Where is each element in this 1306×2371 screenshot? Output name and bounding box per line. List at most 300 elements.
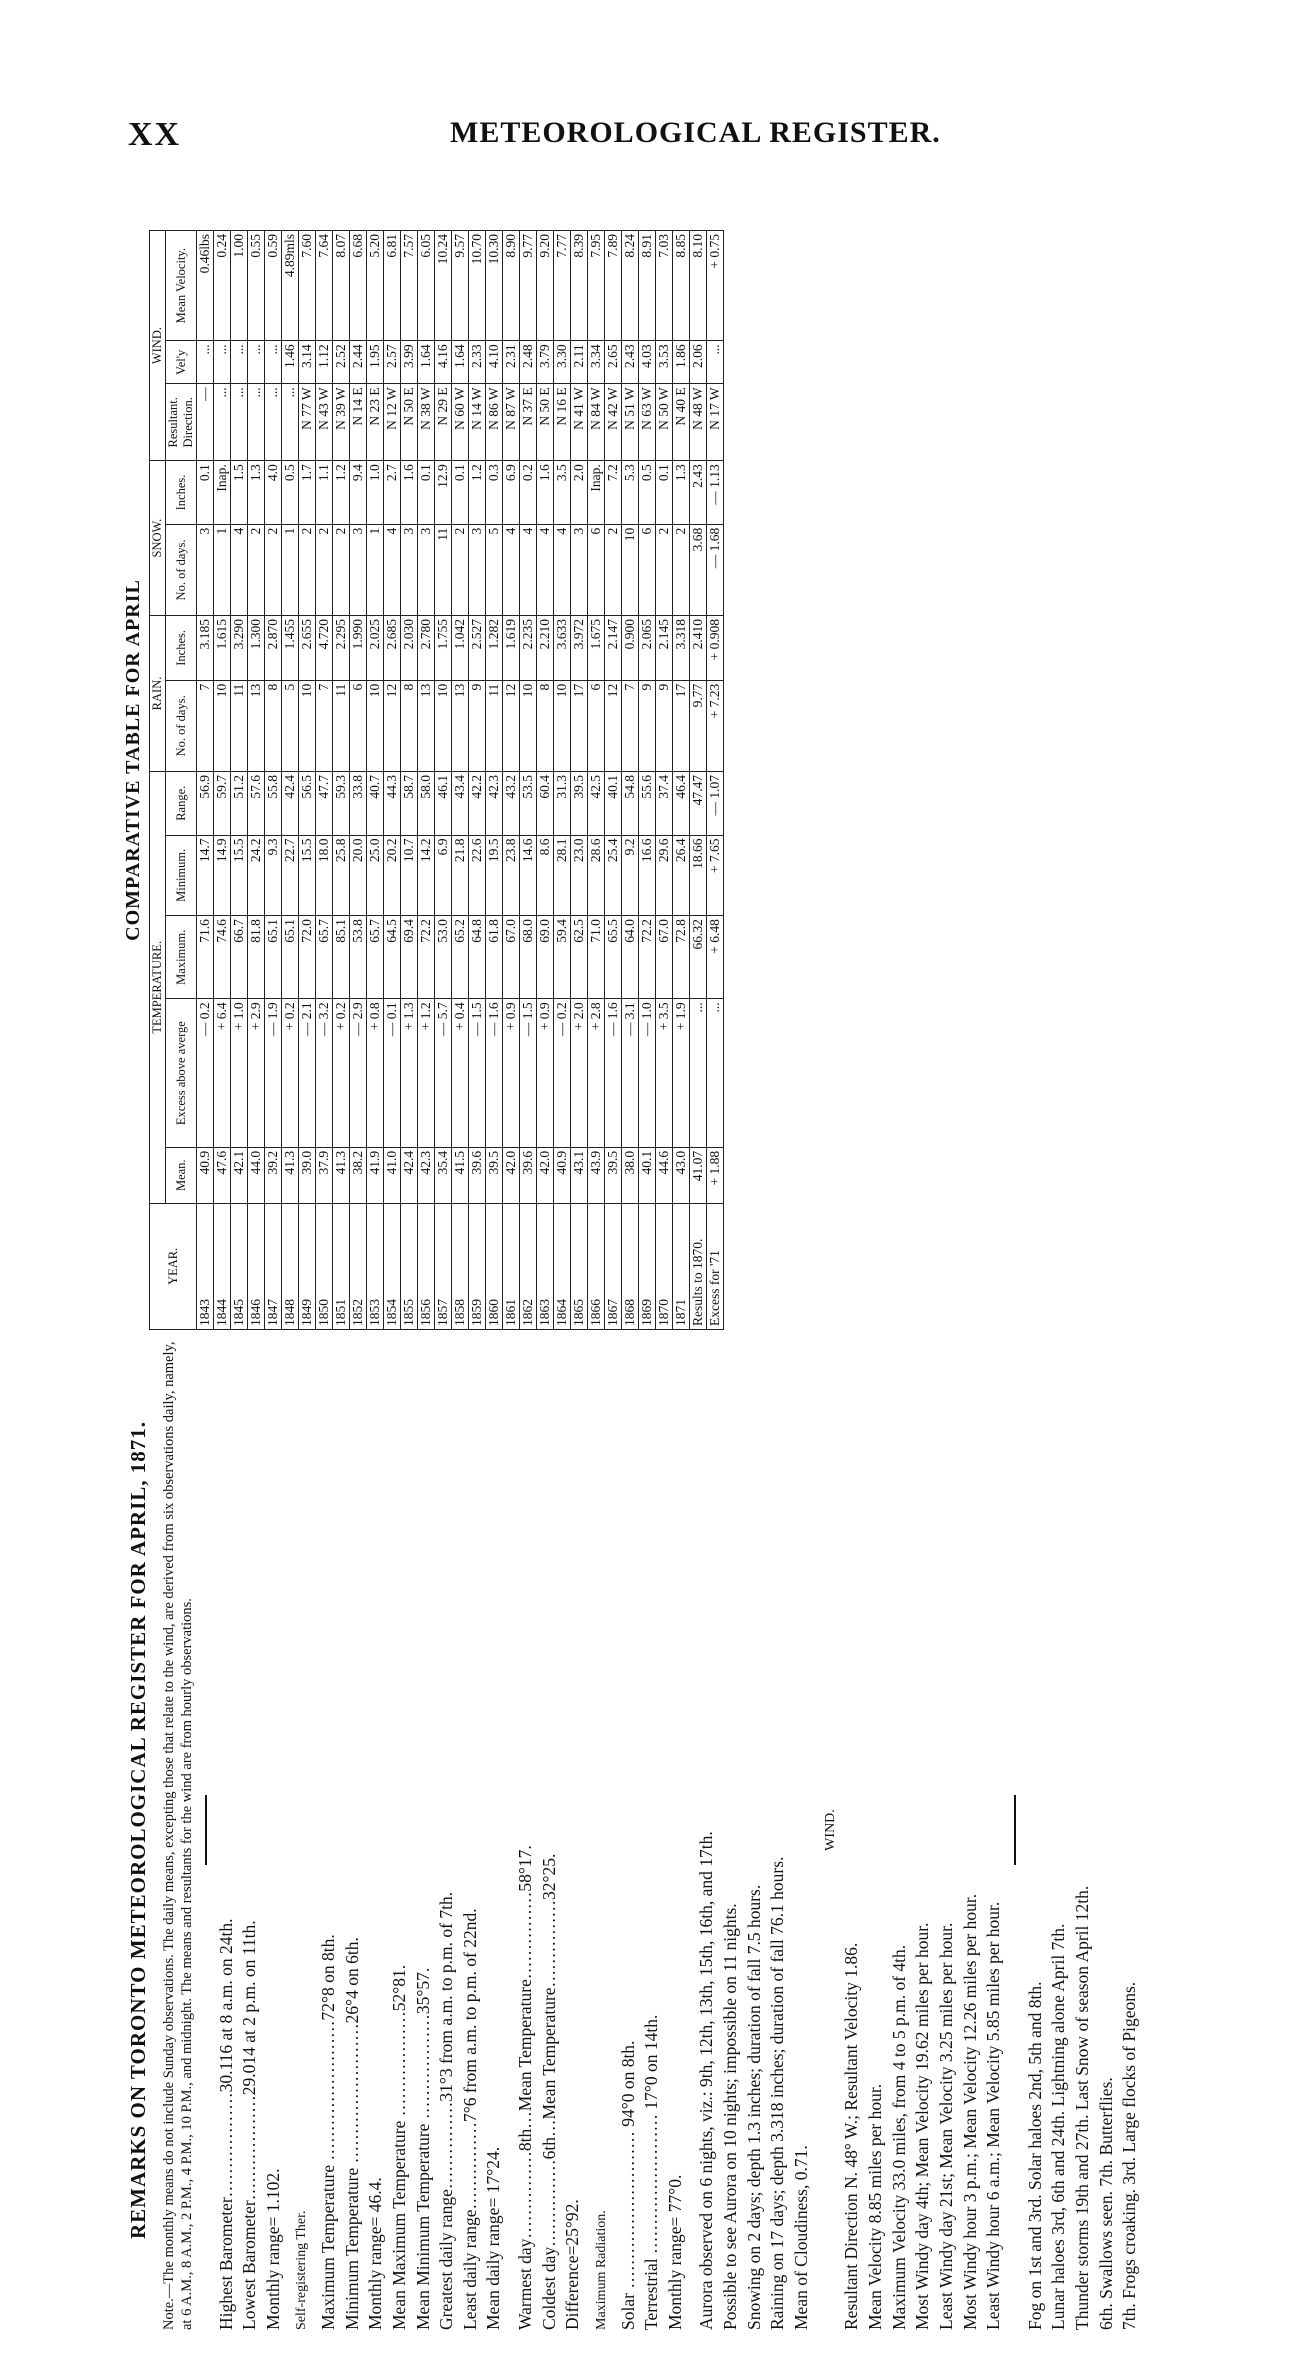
table-cell: 1.455 [282,615,299,680]
table-cell: N 77 W [299,384,316,461]
observations [695,1330,813,2330]
table-cell: 2.44 [350,341,367,384]
table-cell: 62.5 [571,916,588,999]
warm-cold-lines [514,1330,561,2330]
table-cell: 40.7 [367,771,384,835]
excess-cell: + 0.75 [707,231,724,341]
table-cell: 0.3 [486,461,503,525]
table-cell: + 2.9 [248,999,265,1147]
warm-cold-difference: Difference=25°92. [562,2199,583,2330]
table-cell: 0.1 [418,461,435,525]
table-footer [690,231,724,1330]
table-cell: 1.3 [673,461,690,525]
comparative-table [149,230,724,1330]
table-cell: N 38 W [418,384,435,461]
table-cell: 4.10 [486,341,503,384]
table-cell: 2.295 [333,615,350,680]
table-cell: 1859 [469,1203,486,1329]
table-cell: 8.91 [639,231,656,341]
table-cell: 1.46 [282,341,299,384]
table-cell: 7.89 [605,231,622,341]
table-cell: 2.7 [384,461,401,525]
radiation-lines [617,1330,664,2330]
table-cell: Inap. [588,461,605,525]
table-cell: 1849 [299,1203,316,1329]
table-cell: 0.5 [639,461,656,525]
table-cell: 10.30 [486,231,503,341]
misc-line: 7th. Frogs croaking. 3rd. Large flocks of Pigeons. [1119,1981,1140,2330]
results-row [690,231,707,1330]
table-cell: 65.5 [605,916,622,999]
table-cell: 3.633 [554,615,571,680]
table-cell: 12 [503,680,520,771]
results-cell: 3.68 [690,524,707,615]
table-cell: 42.3 [418,1147,435,1203]
table-cell: 68.0 [520,916,537,999]
observation-line: Possible to see Aurora on 10 nights; impossible on 11 nights. [720,1903,741,2330]
barometer-lines [215,1330,262,2330]
table-cell: 7 [197,680,214,771]
table-cell: — 3.1 [622,999,639,1147]
table-cell: 42.4 [282,771,299,835]
table-cell: 39.5 [605,1147,622,1203]
table-cell: 44.0 [248,1147,265,1203]
table-cell: 56.5 [299,771,316,835]
table-cell: 9.77 [520,231,537,341]
col-snow-days: No. of days. [166,524,197,615]
table-cell: 9 [656,680,673,771]
table-cell: Inap. [214,461,231,525]
table-cell: 2.685 [384,615,401,680]
excess-cell: + 1.88 [707,1147,724,1203]
remarks-title: REMARKS ON TORONTO METEOROLOGICAL REGISTER FOR APRIL, 1871. [126,1420,150,2240]
table-cell: + 1.0 [231,999,248,1147]
table-cell: 3.14 [299,341,316,384]
table-cell: 11 [231,680,248,771]
table-cell: N 14 W [469,384,486,461]
table-cell: 41.3 [282,1147,299,1203]
table-cell: 38.2 [350,1147,367,1203]
table-cell: 1.042 [452,615,469,680]
results-cell: 41.07 [690,1147,707,1203]
table-cell: ... [282,384,299,461]
table-cell: 5 [282,680,299,771]
table-cell: 4 [554,524,571,615]
table-cell: 10 [214,680,231,771]
self-registering-label: Self-registering Ther. [294,2210,310,2330]
mean-daily-range: Mean daily range= 17°24. [483,2146,504,2330]
table-cell: — 1.6 [486,999,503,1147]
table-row [622,231,639,1330]
table-cell: 0.1 [197,461,214,525]
table-row [214,231,231,1330]
table-cell: 65.2 [452,916,469,999]
table-cell: 7.57 [401,231,418,341]
table-cell: 69.4 [401,916,418,999]
table-cell: ... [231,384,248,461]
table-cell: 13 [452,680,469,771]
table-cell: N 14 E [350,384,367,461]
temperature-line: Greatest daily range……………31°3 from a.m. to p.m. of 7th. [436,1891,457,2330]
table-cell: 37.9 [316,1147,333,1203]
table-cell: 67.0 [503,916,520,999]
table-cell: 3 [571,524,588,615]
table-cell: 43.4 [452,771,469,835]
table-cell: 1858 [452,1203,469,1329]
wind-line: Mean Velocity 8.85 miles per hour. [865,2083,886,2330]
temperature-range: Monthly range= 46.4. [365,2177,386,2330]
table-cell: 2.210 [537,615,554,680]
table-cell: 9.3 [265,835,282,916]
col-rain-inches: Inches. [166,615,197,680]
table-cell: 72.2 [639,916,656,999]
table-cell: 8.24 [622,231,639,341]
table-cell: 9.2 [622,835,639,916]
table-cell: 1861 [503,1203,520,1329]
table-cell: 1.64 [418,341,435,384]
table-cell: 42.1 [231,1147,248,1203]
table-row [316,231,333,1330]
table-cell: 1845 [231,1203,248,1329]
table-cell: 1.95 [367,341,384,384]
table-cell: N 37 E [520,384,537,461]
table-cell: 3.30 [554,341,571,384]
results-cell: 9.77 [690,680,707,771]
table-cell: N 12 W [384,384,401,461]
observation-line: Snowing on 2 days; depth 1.3 inches; duration of fall 7.5 hours. [743,1884,764,2330]
temperature-extremes [317,1330,364,2330]
table-cell: 12 [384,680,401,771]
table-cell: + 1.9 [673,999,690,1147]
warm-cold-line: Coldest day……………6th…Mean Temperature……………32°25. [538,1853,559,2330]
table-cell: 71.6 [197,916,214,999]
radiation-line: Terrestrial …………………… 17°0 on 14th. [641,2014,662,2330]
table-cell: — 5.7 [435,999,452,1147]
group-rain: RAIN. [150,615,166,771]
table-cell: 61.8 [486,916,503,999]
table-cell: 53.0 [435,916,452,999]
table-cell: — 2.1 [299,999,316,1147]
wind-line: Least Windy hour 6 a.m.; Mean Velocity 5.85 miles per hour. [983,1901,1004,2330]
table-cell: 10 [622,524,639,615]
table-cell: 3 [197,524,214,615]
table-cell: 15.5 [299,835,316,916]
table-cell: N 51 W [622,384,639,461]
table-cell: 39.5 [486,1147,503,1203]
table-cell: ... [231,341,248,384]
table-cell: 24.2 [248,835,265,916]
table-cell: 1.3 [248,461,265,525]
barometer-line: Lowest Barometer………………29.014 at 2 p.m. on 11th. [239,1920,260,2330]
table-row [282,231,299,1330]
table-cell: 4 [231,524,248,615]
table-cell: 38.0 [622,1147,639,1203]
misc-line: Lunar haloes 3rd, 6th and 24th. Lightning alone April 7th. [1048,1923,1069,2330]
table-cell: 10 [520,680,537,771]
table-cell: 40.1 [639,1147,656,1203]
self-registering-block [293,1330,506,2330]
divider [1014,1795,1016,1865]
col-mean: Mean. [166,1147,197,1203]
table-cell: 39.0 [299,1147,316,1203]
table-cell: N 41 W [571,384,588,461]
table-cell: 3.972 [571,615,588,680]
table-cell: 2.65 [605,341,622,384]
results-cell: Results to 1870. [690,1203,707,1329]
table-cell: 58.7 [401,771,418,835]
results-cell: 2.410 [690,615,707,680]
table-cell: 42.0 [503,1147,520,1203]
wind-line: Most Windy hour 3 p.m.; Mean Velocity 12.26 miles per hour. [959,1893,980,2330]
table-cell: — 2.9 [350,999,367,1147]
table-row [197,231,214,1330]
table-cell: 1.619 [503,615,520,680]
table-row [333,231,350,1330]
table-cell: 21.8 [452,835,469,916]
table-cell: 2.655 [299,615,316,680]
table-cell: 6.81 [384,231,401,341]
table-cell: 1.755 [435,615,452,680]
misc-line: Thunder storms 19th and 27th. Last Snow of season April 12th. [1072,1885,1093,2330]
col-range: Range. [166,771,197,835]
table-cell: 66.7 [231,916,248,999]
table-cell: 51.2 [231,771,248,835]
table-cell: 28.1 [554,835,571,916]
table-cell: 1.675 [588,615,605,680]
table-cell: 42.2 [469,771,486,835]
table-cell: 4 [537,524,554,615]
table-cell: N 43 W [316,384,333,461]
table-cell: 0.59 [265,231,282,341]
table-cell: 1847 [265,1203,282,1329]
table-cell: 11 [333,680,350,771]
table-cell: 1844 [214,1203,231,1329]
table-cell: 3.290 [231,615,248,680]
table-cell: 1850 [316,1203,333,1329]
table-cell: N 40 E [673,384,690,461]
wind-heading: WIND. [822,1809,838,1851]
table-cell: 0.46lbs [197,231,214,341]
table-row [401,231,418,1330]
table-cell: ... [248,341,265,384]
col-direction: Resultant. Direction. [166,384,197,461]
barometer-range: Monthly range= 1.102. [262,2168,283,2330]
table-cell: 3.79 [537,341,554,384]
col-mean-velocity: Mean Velocity. [166,231,197,341]
table-row [299,231,316,1330]
wind-remarks [840,1330,1005,2330]
group-temperature: TEMPERATURE. [150,771,166,1203]
table-cell: 28.6 [588,835,605,916]
warm-cold-block [514,1330,585,2330]
table-cell: N 84 W [588,384,605,461]
table-cell: 17 [571,680,588,771]
table-cell: 9 [469,680,486,771]
table-cell: 4.89mls [282,231,299,341]
table-cell: N 50 W [656,384,673,461]
table-cell: 2.0 [571,461,588,525]
table-cell: 6 [639,524,656,615]
table-cell: ... [265,341,282,384]
table-cell: 65.7 [316,916,333,999]
observation-line: Raining on 17 days; depth 3.318 inches; duration of fall 76.1 hours. [767,1856,788,2330]
table-cell: + 0.9 [537,999,554,1147]
table-cell: 65.1 [282,916,299,999]
table-cell: 1855 [401,1203,418,1329]
table-cell: 71.0 [588,916,605,999]
table-cell: 4.0 [265,461,282,525]
table-cell: 1851 [333,1203,350,1329]
table-cell: 2.065 [639,615,656,680]
table-cell: 1.300 [248,615,265,680]
table-cell: 20.0 [350,835,367,916]
table-cell: 6.9 [503,461,520,525]
table-cell: 2.52 [333,341,350,384]
table-cell: 1870 [656,1203,673,1329]
table-cell: 8 [401,680,418,771]
table-cell: 1 [282,524,299,615]
results-cell: ... [690,999,707,1147]
table-row [537,231,554,1330]
table-cell: + 0.8 [367,999,384,1147]
table-cell: ... [248,384,265,461]
table-cell: 35.4 [435,1147,452,1203]
table-cell: 1848 [282,1203,299,1329]
table-cell: 16.6 [639,835,656,916]
table-cell: N 50 E [537,384,554,461]
table-cell: 1.2 [469,461,486,525]
table-cell: ... [214,384,231,461]
table-cell: — 1.6 [605,999,622,1147]
wind-line: Least Windy day 21st; Mean Velocity 3.25 miles per hour. [935,1922,956,2330]
table-cell: 14.7 [197,835,214,916]
table-cell: 6.9 [435,835,452,916]
table-cell: 41.5 [452,1147,469,1203]
table-cell: 43.0 [673,1147,690,1203]
table-cell: 11 [486,680,503,771]
table-cell: 23.8 [503,835,520,916]
table-cell: + 6.4 [214,999,231,1147]
group-snow: SNOW. [150,461,166,616]
table-cell: 10 [435,680,452,771]
table-cell: 64.0 [622,916,639,999]
table-cell: 1.86 [673,341,690,384]
table-cell: 56.9 [197,771,214,835]
table-cell: N 39 W [333,384,350,461]
table-cell: 0.5 [282,461,299,525]
table-cell: 1864 [554,1203,571,1329]
table-cell: 7.77 [554,231,571,341]
table-cell: 1 [214,524,231,615]
table-cell: 1853 [367,1203,384,1329]
table-row [231,231,248,1330]
table-cell: 55.8 [265,771,282,835]
table-cell: — [197,384,214,461]
table-cell: 9.4 [350,461,367,525]
table-cell: 14.2 [418,835,435,916]
table-cell: 1857 [435,1203,452,1329]
table-cell: 40.9 [197,1147,214,1203]
table-row [673,231,690,1330]
table-cell: 4 [384,524,401,615]
table-cell: 0.55 [248,231,265,341]
table-cell: — 0.1 [384,999,401,1147]
table-cell: 1860 [486,1203,503,1329]
table-cell: 58.0 [418,771,435,835]
barometer-block [215,1330,286,2330]
table-cell: 3 [401,524,418,615]
table-cell: — 3.2 [316,999,333,1147]
table-cell: 1.0 [367,461,384,525]
table-cell: 2.147 [605,615,622,680]
table-cell: 3.318 [673,615,690,680]
table-cell: 3.5 [554,461,571,525]
table-cell: 1.6 [401,461,418,525]
table-cell: 59.4 [554,916,571,999]
table-cell: 39.6 [520,1147,537,1203]
table-cell: 1865 [571,1203,588,1329]
table-cell: 47.6 [214,1147,231,1203]
table-cell: 2 [248,524,265,615]
excess-cell: + 7.23 [707,680,724,771]
table-cell: 69.0 [537,916,554,999]
table-cell: — 1.9 [265,999,282,1147]
table-cell: 2.527 [469,615,486,680]
table-row [571,231,588,1330]
table-cell: 8.90 [503,231,520,341]
table-cell: 6 [588,524,605,615]
table-cell: 1.1 [316,461,333,525]
table-cell: N 23 E [367,384,384,461]
warm-cold-line: Warmest day……………8th…Mean Temperature……………58°17. [515,1845,536,2330]
radiation-line: Solar ……………………… 94°0 on 8th. [617,2040,638,2330]
table-cell: 46.1 [435,771,452,835]
table-cell: 0.1 [452,461,469,525]
table-cell: 53.5 [520,771,537,835]
table-row [639,231,656,1330]
observation-line: Aurora observed on 6 nights, viz.: 9th, 12th, 13th, 15th, 16th, and 17th. [696,1831,717,2330]
table-cell: 10.7 [401,835,418,916]
table-cell: — 1.5 [520,999,537,1147]
table-row [554,231,571,1330]
table-cell: 81.8 [248,916,265,999]
table-cell: 1.12 [316,341,333,384]
table-cell: ... [197,341,214,384]
table-row [486,231,503,1330]
table-row [418,231,435,1330]
table-cell: 1.615 [214,615,231,680]
table-cell: 42.3 [486,771,503,835]
comparative-table-title: COMPARATIVE TABLE FOR APRIL [122,579,144,941]
table-row [435,231,452,1330]
table-cell: 2 [333,524,350,615]
table-cell: 2.11 [571,341,588,384]
table-cell: 8.07 [333,231,350,341]
table-cell: 9.20 [537,231,554,341]
table-cell: 8.85 [673,231,690,341]
table-body [197,231,690,1330]
table-cell: 2 [673,524,690,615]
table-cell: 19.5 [486,835,503,916]
table-cell: 8.39 [571,231,588,341]
table-row [588,231,605,1330]
table-cell: 1.00 [231,231,248,341]
table-cell: 4 [503,524,520,615]
table-cell: 41.3 [333,1147,350,1203]
misc-remarks [1024,1330,1142,2330]
excess-cell: — 1.68 [707,524,724,615]
table-cell: 3.53 [656,341,673,384]
